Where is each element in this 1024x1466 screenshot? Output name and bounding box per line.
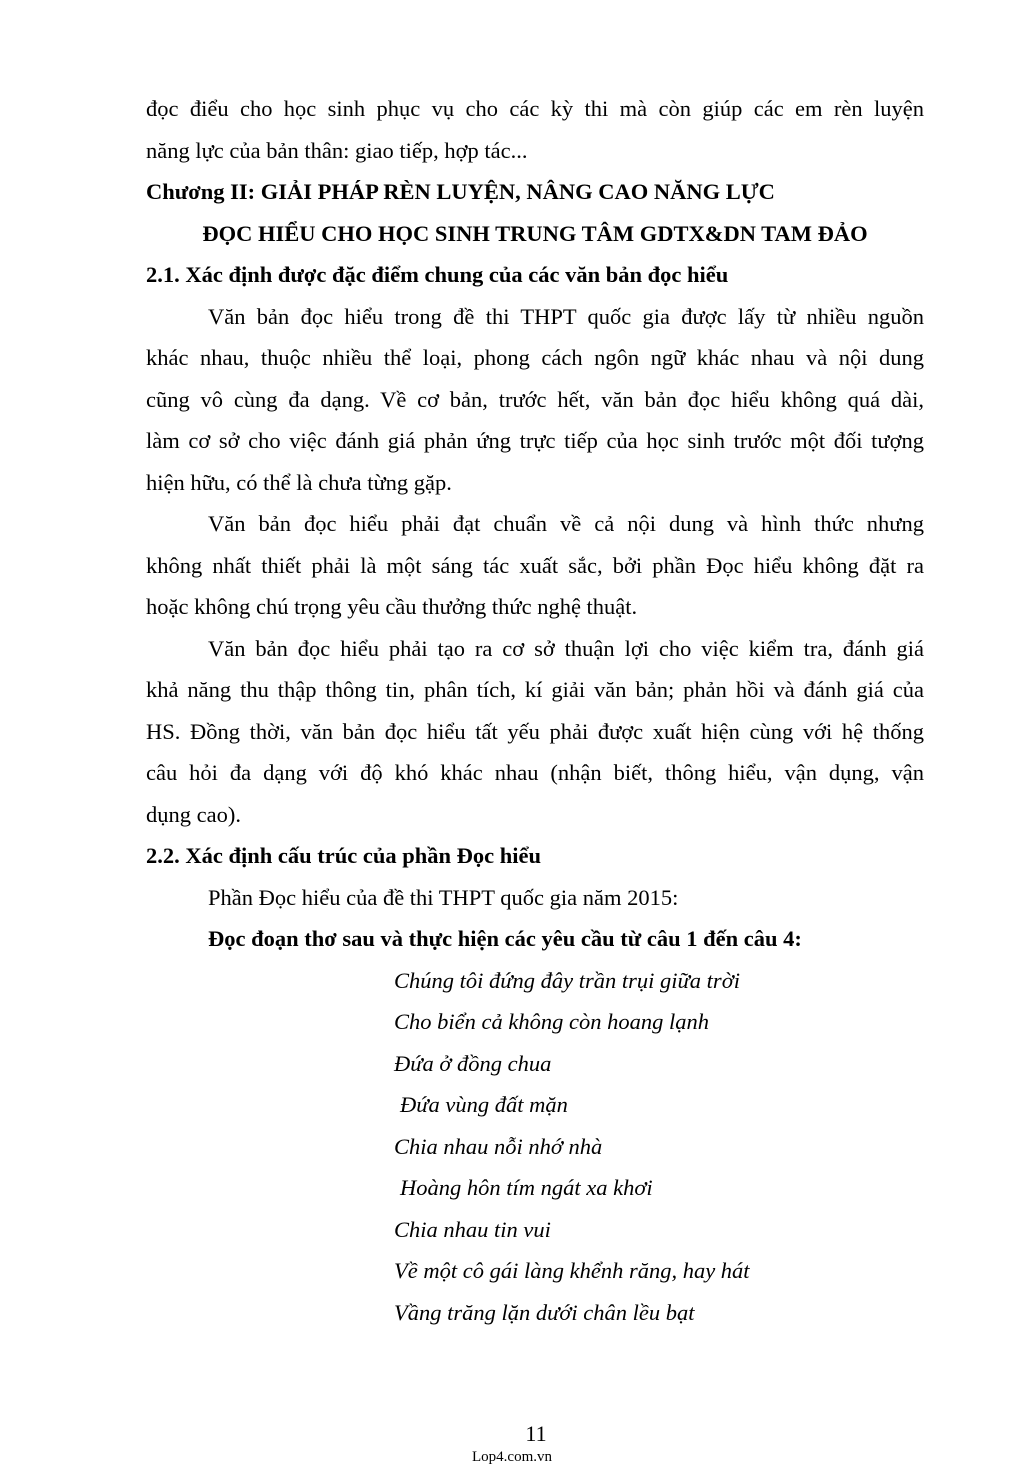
poem xyxy=(146,960,924,1334)
section-2-2-task: Đọc đoạn thơ sau và thực hiện các yêu cầu từ câu 1 đến câu 4: xyxy=(208,926,802,951)
paragraph-line: làm cơ sở cho việc đánh giá phản ứng trực tiếp của học sinh trước một đối tượng xyxy=(146,428,924,453)
poem-line: Chia nhau tin vui xyxy=(394,1216,551,1242)
chapter-title-line-2: ĐỌC HIỂU CHO HỌC SINH TRUNG TÂM GDTX&DN TAM ĐẢO xyxy=(202,220,868,246)
section-2-1-paragraph-2 xyxy=(146,503,924,628)
paragraph-line: khác nhau, thuộc nhiều thể loại, phong cách ngôn ngữ khác nhau và nội dung xyxy=(146,345,924,370)
poem-line: Đứa vùng đất mặn xyxy=(400,1092,568,1117)
poem-line: Về một cô gái làng khểnh răng, hay hát xyxy=(394,1258,750,1283)
paragraph-line: Văn bản đọc hiểu trong đề thi THPT quốc gia được lấy từ nhiều nguồn xyxy=(208,303,924,329)
paragraph-line: HS. Đồng thời, văn bản đọc hiểu tất yếu phải được xuất hiện cùng với hệ thống xyxy=(146,718,924,744)
poem-line: Hoàng hôn tím ngát xa khơi xyxy=(400,1175,653,1200)
poem-line: Chia nhau nỗi nhớ nhà xyxy=(394,1133,603,1159)
poem-line: Đứa ở đồng chua xyxy=(394,1050,552,1076)
chapter-title-line-1: Chương II: GIẢI PHÁP RÈN LUYỆN, NÂNG CAO NĂNG LỰC xyxy=(146,179,775,204)
page-number-container xyxy=(0,1422,1024,1446)
poem-line: Vầng trăng lặn dưới chân lều bạt xyxy=(394,1299,695,1325)
intro-line-2: năng lực của bản thân: giao tiếp, hợp tác... xyxy=(146,137,528,163)
section-2-2-heading: 2.2. Xác định cấu trúc của phần Đọc hiểu xyxy=(146,843,542,868)
section-2-2-intro: Phần Đọc hiểu của đề thi THPT quốc gia năm 2015: xyxy=(208,884,679,910)
poem-line: Chúng tôi đứng đây trần trụi giữa trời xyxy=(394,967,740,993)
paragraph-line: Văn bản đọc hiểu phải đạt chuẩn về cả nội dung và hình thức nhưng xyxy=(208,511,924,536)
paragraph-line: cũng vô cùng đa dạng. Về cơ bản, trước hết, văn bản đọc hiểu không quá dài, xyxy=(146,386,924,412)
poem-line: Cho biển cả không còn hoang lạnh xyxy=(394,1009,709,1034)
paragraph-line: câu hỏi đa dạng với độ khó khác nhau (nhận biết, thông hiểu, vận dụng, vận xyxy=(146,760,924,785)
section-2-1-heading: 2.1. Xác định được đặc điểm chung của các văn bản đọc hiểu xyxy=(146,262,729,287)
footer-source: Lop4.com.vn xyxy=(472,1449,552,1465)
paragraph-line: hoặc không chú trọng yêu cầu thưởng thức nghệ thuật. xyxy=(146,594,638,619)
paragraph-line: khả năng thu thập thông tin, phân tích, kí giải văn bản; phản hồi và đánh giá của xyxy=(146,677,924,702)
paragraph-line: dụng cao). xyxy=(146,801,241,827)
section-2-1-paragraph-1 xyxy=(146,296,924,504)
intro-line-1: đọc điểu cho học sinh phục vụ cho các kỳ thi mà còn giúp các em rèn luyện xyxy=(146,96,924,121)
document-page xyxy=(146,88,924,1333)
paragraph-line: không nhất thiết phải là một sáng tác xuất sắc, bởi phần Đọc hiểu không đặt ra xyxy=(146,552,924,578)
paragraph-line: Văn bản đọc hiểu phải tạo ra cơ sở thuận lợi cho việc kiểm tra, đánh giá xyxy=(208,635,924,661)
page-number: 11 xyxy=(525,1421,547,1446)
section-2-1-paragraph-3 xyxy=(146,628,924,836)
paragraph-line: hiện hữu, có thể là chưa từng gặp. xyxy=(146,469,452,495)
